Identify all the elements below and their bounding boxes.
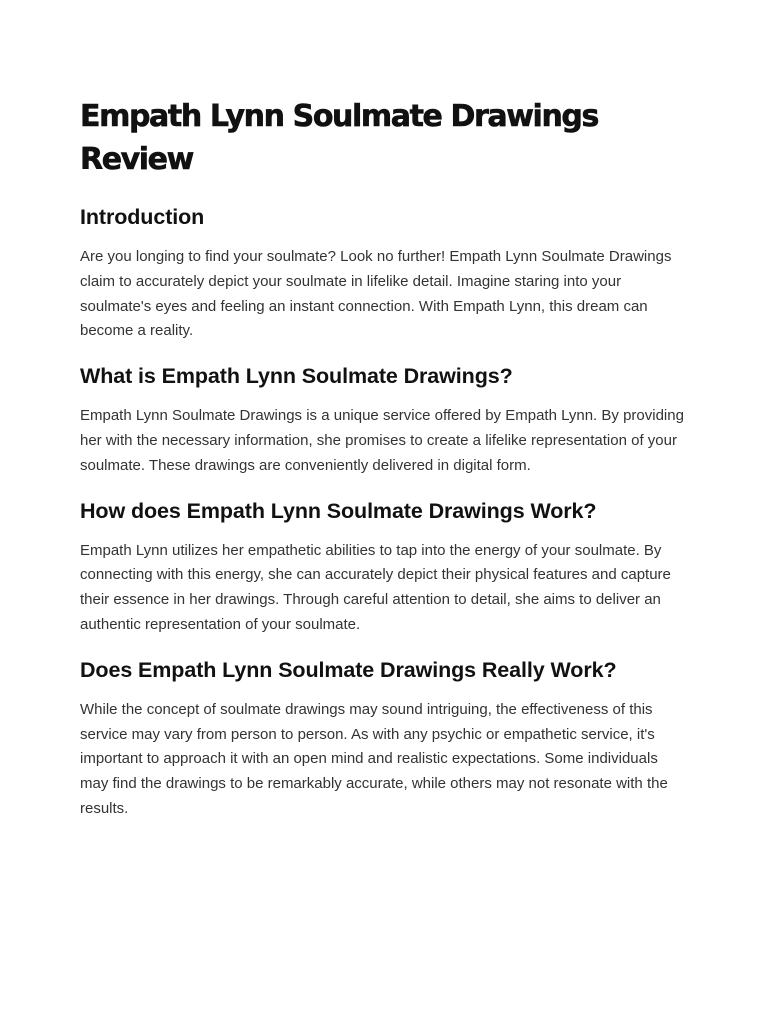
- section-how-it-works: [80, 497, 690, 638]
- section-heading: What is Empath Lynn Soulmate Drawings?: [80, 364, 513, 389]
- section-introduction: [80, 203, 690, 344]
- section-heading: Introduction: [80, 205, 205, 229]
- section-heading: How does Empath Lynn Soulmate Drawings Work?: [80, 498, 597, 523]
- document-page: [80, 95, 690, 840]
- section-does-it-work: [80, 656, 690, 822]
- section-paragraph: Empath Lynn Soulmate Drawings is a unique service offered by Empath Lynn. By providing her with the necessary information, she promises to create a lifelike representation of your soulmate. These drawings are conveniently delivered in digital form.: [80, 407, 684, 474]
- section-paragraph: Are you longing to find your soulmate? Look no further! Empath Lynn Soulmate Drawings claim to accurately depict your soulmate in lifelike detail. Imagine staring into your soulmate's eyes and feeling an instant connection. With Empath Lynn, this dream can become a reality.: [80, 248, 672, 340]
- section-heading: Does Empath Lynn Soulmate Drawings Really Work?: [80, 657, 617, 682]
- section-paragraph: While the concept of soulmate drawings may sound intriguing, the effectiveness of this service may vary from person to person. As with any psychic or empathetic service, it's important to approach it with an open mind and realistic expectations. Some individuals may find the drawings to be remarkably accurate, while others may not resonate with the results.: [80, 700, 668, 817]
- document-title: Empath Lynn Soulmate Drawings Review: [80, 99, 598, 177]
- section-what-is: [80, 362, 690, 478]
- section-paragraph: Empath Lynn utilizes her empathetic abilities to tap into the energy of your soulmate. By connecting with this energy, she can accurately depict their physical features and capture their essence in her drawings. Through careful attention to detail, she aims to deliver an authentic representation of your soulmate.: [80, 541, 671, 633]
